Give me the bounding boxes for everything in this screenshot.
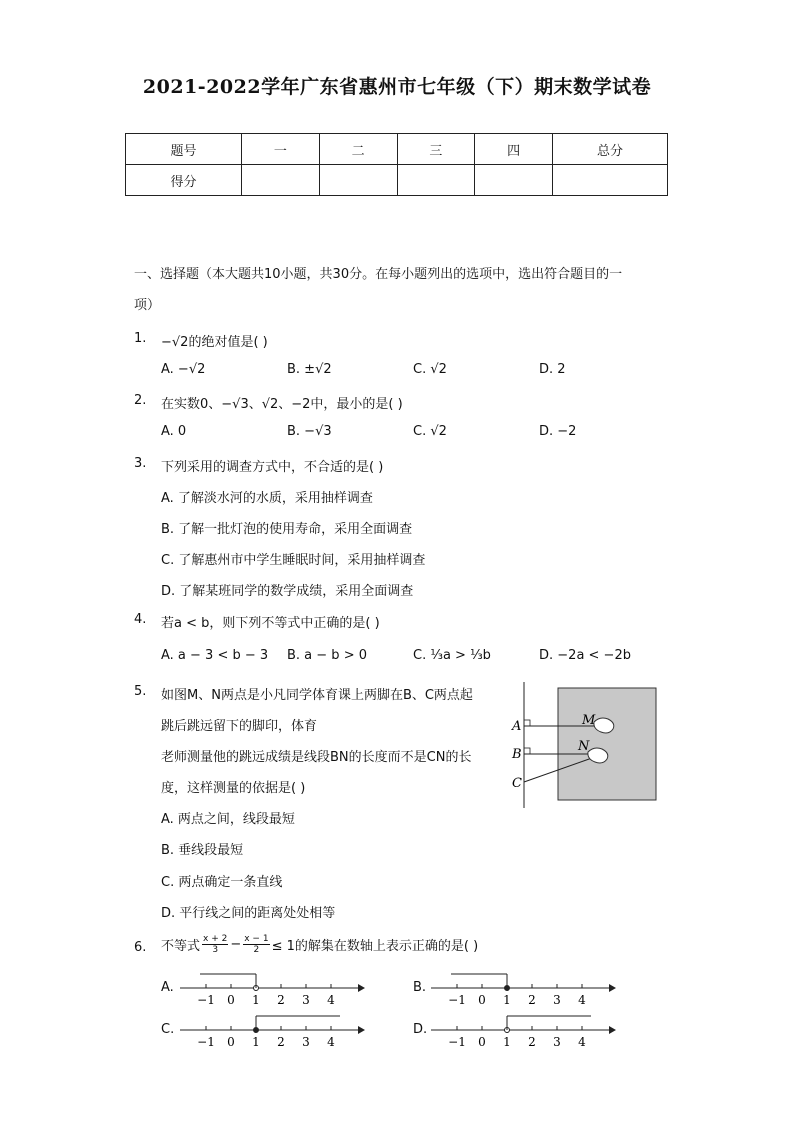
axis-tick-label: 4 <box>327 993 335 1007</box>
fraction-numerator: x − 1 <box>244 934 269 944</box>
fraction-numerator: x + 2 <box>203 934 228 944</box>
option-c[interactable]: C. 了解惠州市中学生睡眠时间，采用抽样调查 <box>161 553 426 568</box>
question-number: 2. <box>134 393 147 408</box>
table-cell: 总分 <box>553 134 668 165</box>
table-cell[interactable] <box>475 165 553 196</box>
table-cell[interactable] <box>553 165 668 196</box>
axis-tick-label: 1 <box>252 993 260 1007</box>
fraction <box>243 934 269 955</box>
section-heading-line2: 项） <box>134 298 161 313</box>
axis-tick-label: 2 <box>277 993 285 1007</box>
point-label-c: C <box>512 776 522 791</box>
axis-tick-label: 3 <box>302 993 310 1007</box>
axis-tick-label: 0 <box>478 993 486 1007</box>
axis-tick-label: 3 <box>553 1035 561 1049</box>
question-stem-line: 如图M、N两点是小凡同学体育课上两脚在B、C两点起 <box>161 688 473 703</box>
axis-tick-label: 1 <box>503 1035 511 1049</box>
stem-prefix: 不等式 <box>161 939 201 954</box>
option-a[interactable]: A. a − 3 < b − 3 <box>161 648 269 663</box>
option-c[interactable]: C. <box>161 1022 175 1037</box>
option-b[interactable]: B. 了解一批灯泡的使用寿命，采用全面调查 <box>161 522 413 537</box>
table-cell[interactable] <box>397 165 475 196</box>
fraction-denominator: 2 <box>253 945 260 955</box>
option-d[interactable]: D. −2a < −2b <box>539 648 631 663</box>
axis-tick-label: 2 <box>528 1035 536 1049</box>
table-cell: 题号 <box>126 134 242 165</box>
option-a[interactable]: A. −√2 <box>161 362 206 377</box>
table-row <box>126 165 668 196</box>
question-number: 1. <box>134 331 147 346</box>
question-stem: −√2的绝对值是( ) <box>161 335 268 350</box>
number-line-c <box>180 1010 365 1050</box>
axis-tick-label: −1 <box>197 1035 215 1049</box>
axis-tick-label: 0 <box>227 1035 235 1049</box>
axis-tick-label: 4 <box>327 1035 335 1049</box>
table-cell: 四 <box>475 134 553 165</box>
table-cell: 三 <box>397 134 475 165</box>
point-label-a: A <box>512 719 522 734</box>
axis-tick-label: −1 <box>197 993 215 1007</box>
question-number: 3. <box>134 456 147 471</box>
table-cell: 二 <box>319 134 397 165</box>
option-a[interactable]: A. 两点之间，线段最短 <box>161 812 295 827</box>
option-a[interactable]: A. <box>161 980 174 995</box>
table-cell[interactable] <box>319 165 397 196</box>
option-a[interactable]: A. 0 <box>161 424 187 439</box>
axis-tick-label: 3 <box>302 1035 310 1049</box>
page-title: 2021-2022学年广东省惠州市七年级（下）期末数学试卷 <box>142 76 652 98</box>
table-row <box>126 134 668 165</box>
option-d[interactable]: D. 了解某班同学的数学成绩，采用全面调查 <box>161 584 414 599</box>
point-label-m: M <box>582 713 596 728</box>
option-b[interactable]: B. 垂线段最短 <box>161 843 244 858</box>
axis-tick-label: 3 <box>553 993 561 1007</box>
long-jump-figure <box>508 682 668 812</box>
number-line-b <box>431 968 616 1008</box>
axis-tick-label: 0 <box>227 993 235 1007</box>
question-stem <box>161 934 478 955</box>
point-label-n: N <box>578 739 590 754</box>
question-number: 4. <box>134 612 147 627</box>
table-cell: 一 <box>242 134 320 165</box>
option-c[interactable]: C. ⅓a > ⅓b <box>413 648 491 663</box>
option-c[interactable]: C. √2 <box>413 362 447 377</box>
axis-tick-label: 4 <box>578 993 586 1007</box>
option-b[interactable]: B. −√3 <box>287 424 332 439</box>
question-number: 5. <box>134 684 147 699</box>
number-line-a <box>180 968 365 1008</box>
axis-tick-label: 2 <box>528 993 536 1007</box>
option-d[interactable]: D. −2 <box>539 424 577 439</box>
axis-tick-label: −1 <box>448 993 466 1007</box>
question-stem-line: 跳后跳远留下的脚印，体育 <box>161 719 318 734</box>
question-stem: 在实数0、−√3、√2、−2中，最小的是( ) <box>161 397 403 412</box>
minus-sign: − <box>230 937 242 952</box>
fraction-denominator: 3 <box>212 945 219 955</box>
question-stem-line: 度，这样测量的依据是( ) <box>161 781 306 796</box>
axis-tick-label: 1 <box>252 1035 260 1049</box>
axis-tick-label: 4 <box>578 1035 586 1049</box>
fraction <box>202 934 228 955</box>
option-d[interactable]: D. 平行线之间的距离处处相等 <box>161 906 336 921</box>
question-stem-line: 老师测量他的跳远成绩是线段BN的长度而不是CN的长 <box>161 750 472 765</box>
question-number: 6. <box>134 940 147 955</box>
option-d[interactable]: D. 2 <box>539 362 566 377</box>
question-stem: 下列采用的调查方式中，不合适的是( ) <box>161 460 384 475</box>
axis-tick-label: 0 <box>478 1035 486 1049</box>
option-b[interactable]: B. a − b > 0 <box>287 648 367 663</box>
table-cell: 得分 <box>126 165 242 196</box>
question-stem: 若a < b，则下列不等式中正确的是( ) <box>161 616 380 631</box>
option-b[interactable]: B. ±√2 <box>287 362 332 377</box>
table-cell[interactable] <box>242 165 320 196</box>
option-b[interactable]: B. <box>413 980 427 995</box>
score-table <box>125 133 668 196</box>
section-heading <box>134 259 664 321</box>
stem-suffix: ≤ 1的解集在数轴上表示正确的是( ) <box>271 939 479 954</box>
option-a[interactable]: A. 了解淡水河的水质，采用抽样调查 <box>161 491 373 506</box>
axis-tick-label: 2 <box>277 1035 285 1049</box>
axis-tick-label: 1 <box>503 993 511 1007</box>
option-c[interactable]: C. √2 <box>413 424 447 439</box>
point-label-b: B <box>512 747 522 762</box>
option-c[interactable]: C. 两点确定一条直线 <box>161 875 283 890</box>
axis-tick-label: −1 <box>448 1035 466 1049</box>
number-line-d <box>431 1010 616 1050</box>
option-d[interactable]: D. <box>413 1022 428 1037</box>
section-heading-line1: 一、选择题（本大题共10小题，共30分。在每小题列出的选项中，选出符合题目的一 <box>134 267 623 282</box>
